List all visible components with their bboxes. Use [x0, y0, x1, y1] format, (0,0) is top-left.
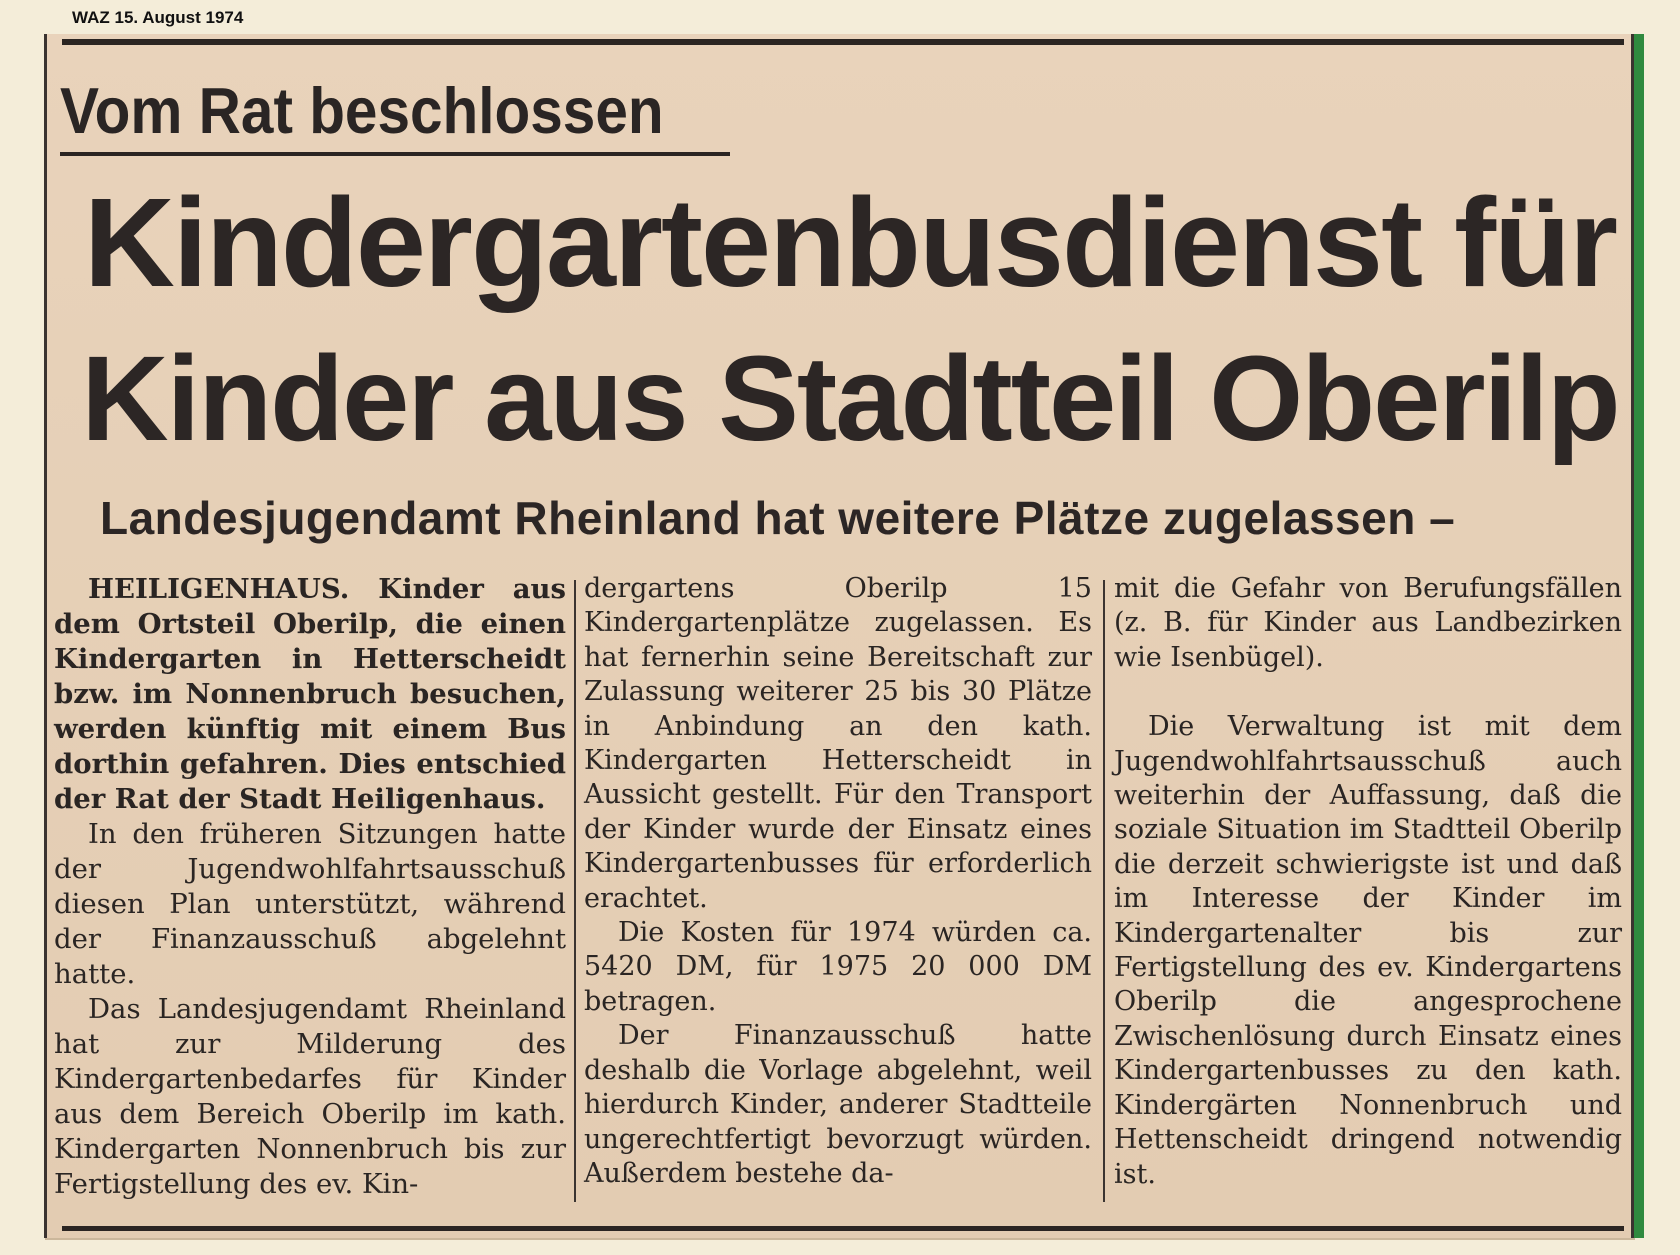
lead-paragraph: HEILIGENHAUS. Kinder aus dem Ortsteil Oberilp, die einen Kindergarten in Hetterscheidt bzw. im Nonnenbruch besuchen, werden künftig mit einem Bus dorthin gefahren. Dies entschied der Rat der Stadt Heiligenhaus.: [54, 573, 566, 815]
article-paragraph: Das Landesjugendamt Rheinland hat zur Milderung des Kindergartenbedarfes für Kinder aus dem Bereich Oberilp im kath. Kindergarten Nonnenbruch bis zur Fertigstellung des ev. Kin-: [54, 993, 566, 1200]
headline-line-2: Kinder aus Stadtteil Oberilp: [81, 330, 1619, 466]
headline-line-1: Kindergartenbusdienst für: [83, 172, 1617, 313]
bottom-rule: [62, 1226, 1624, 1231]
green-edge-strip: [1634, 34, 1644, 1238]
source-label: WAZ 15. August 1974: [72, 8, 244, 27]
article-paragraph: Die Verwaltung ist mit dem Jugendwohlfahrtsausschuß auch weiterhin der Auffassung, daß die soziale Situation im Stadtteil Oberilp die derzeit schwierigste ist und daß im Interesse der Kinder im Kindergartenalter bis zur Fertigstellung des ev. Kindergartens Oberilp die angesprochene Zwischenlösung durch Einsatz eines Kindergartenbusses zu den kath. Kindergärten Nonnenbruch und Hettenscheidt dringend notwendig ist.: [1114, 711, 1622, 1190]
kicker-underline: [60, 152, 730, 156]
kicker-heading: Vom Rat beschlossen: [60, 74, 664, 147]
article-column-3: [1114, 572, 1622, 1212]
subheadline: Landesjugendamt Rheinland hat weitere Plätze zugelassen –: [100, 492, 1456, 544]
column-divider: [574, 580, 576, 1202]
article-paragraph: dergartens Oberilp 15 Kindergartenplätze zugelassen. Es hat fernerhin seine Bereitschaft zur Zulassung weiterer 25 bis 30 Plätze in Anbindung an den kath. Kindergarten Hetterscheidt in Aussicht gestellt. Für den Transport der Kinder wurde der Einsatz eines Kindergartenbusses für erforderlich erachtet.: [584, 573, 1092, 914]
article-column-2: [584, 572, 1092, 1212]
clipping-edge-left: [44, 34, 47, 1238]
paragraph-gap: [1114, 675, 1622, 710]
top-rule: [62, 39, 1624, 45]
article-paragraph: Die Kosten für 1974 würden ca. 5420 DM, für 1975 20 000 DM betragen.: [584, 917, 1092, 1017]
article-column-1: [54, 572, 566, 1212]
column-divider: [1103, 580, 1105, 1202]
article-paragraph: Der Finanzausschuß hatte deshalb die Vorlage abgelehnt, weil hierdurch Kinder, anderer Stadtteile ungerechtfertigt bevorzugt würden. Außerdem bestehe da-: [584, 1020, 1092, 1189]
article-paragraph: mit die Gefahr von Berufungsfällen (z. B. für Kinder aus Landbezirken wie Isenbügel).: [1114, 573, 1622, 673]
article-paragraph: In den früheren Sitzungen hatte der Jugendwohlfahrtsausschuß diesen Plan unterstützt, während der Finanzausschuß abgelehnt hatte.: [54, 818, 566, 990]
